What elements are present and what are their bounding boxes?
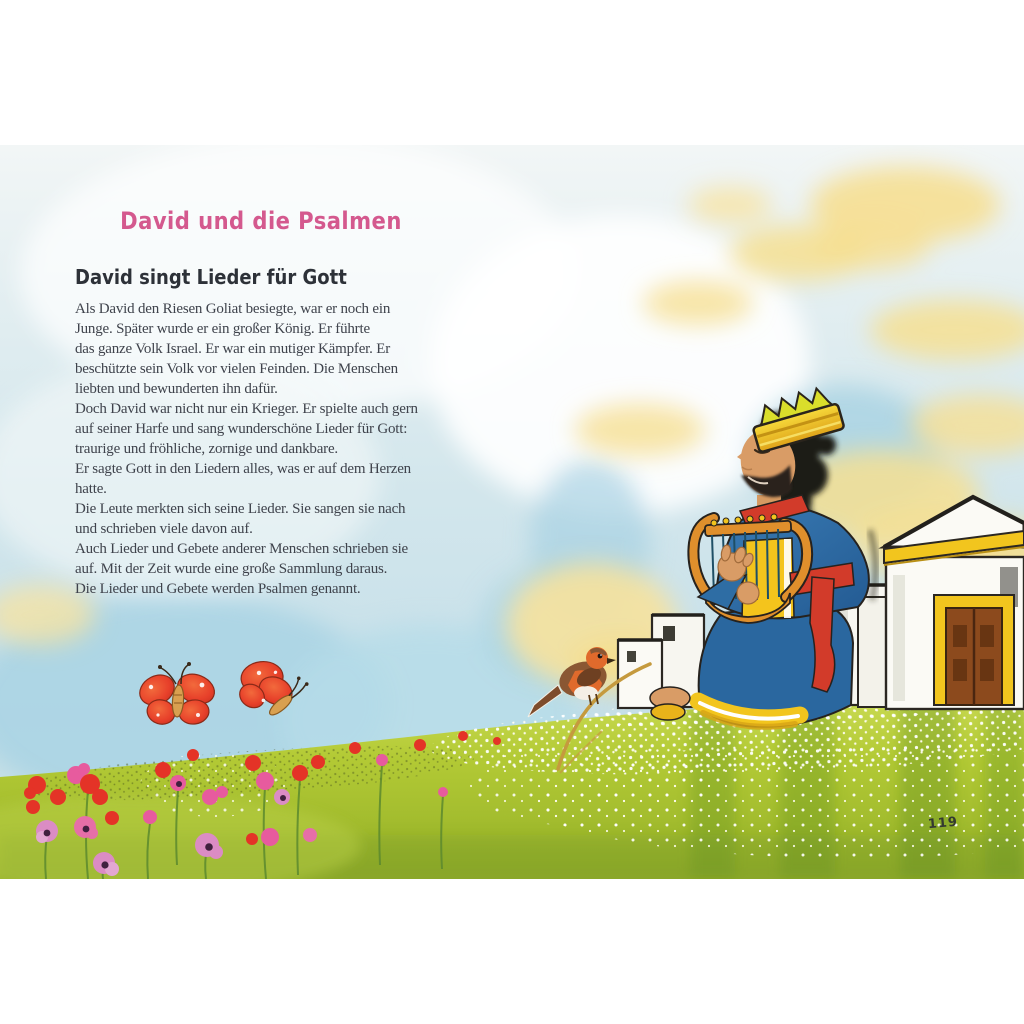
body-line: Die Leute merkten sich seine Lieder. Sie sangen sie nach: [75, 501, 406, 517]
page-number: 119: [927, 814, 959, 833]
body-line: Auch Lieder und Gebete anderer Menschen schrieben sie: [75, 541, 409, 557]
body-line: auf. Mit der Zeit wurde eine große Sammlung daraus.: [75, 561, 388, 577]
body-line: Doch David war nicht nur ein Krieger. Er spielte auch gern: [75, 401, 418, 417]
body-line: beschützte sein Volk vor vielen Feinden. Die Menschen: [75, 361, 398, 377]
body-line: traurige und fröhliche, zornige und dankbare.: [75, 441, 338, 457]
chapter-title: David und die Psalmen: [120, 207, 402, 235]
body-line: liebten und bewunderten ihn dafür.: [75, 381, 278, 397]
text-column: [75, 205, 447, 599]
body-line: und schrieben viele davon auf.: [75, 521, 253, 537]
section-heading: David singt Lieder für Gott: [75, 265, 347, 289]
body-line: Er sagte Gott in den Liedern alles, was er auf dem Herzen: [75, 461, 411, 477]
body-line: Als David den Riesen Goliat besiegte, war er noch ein: [75, 301, 391, 317]
body-line: Die Lieder und Gebete werden Psalmen genannt.: [75, 581, 361, 597]
body-line: Junge. Später wurde er ein großer König. Er führte: [75, 321, 370, 337]
body-line: das ganze Volk Israel. Er war ein mutiger Kämpfer. Er: [75, 341, 390, 357]
temple-door: [934, 595, 1014, 705]
body-line: auf seiner Harfe und sang wunderschöne Lieder für Gott:: [75, 421, 408, 437]
body-line: hatte.: [75, 481, 107, 497]
